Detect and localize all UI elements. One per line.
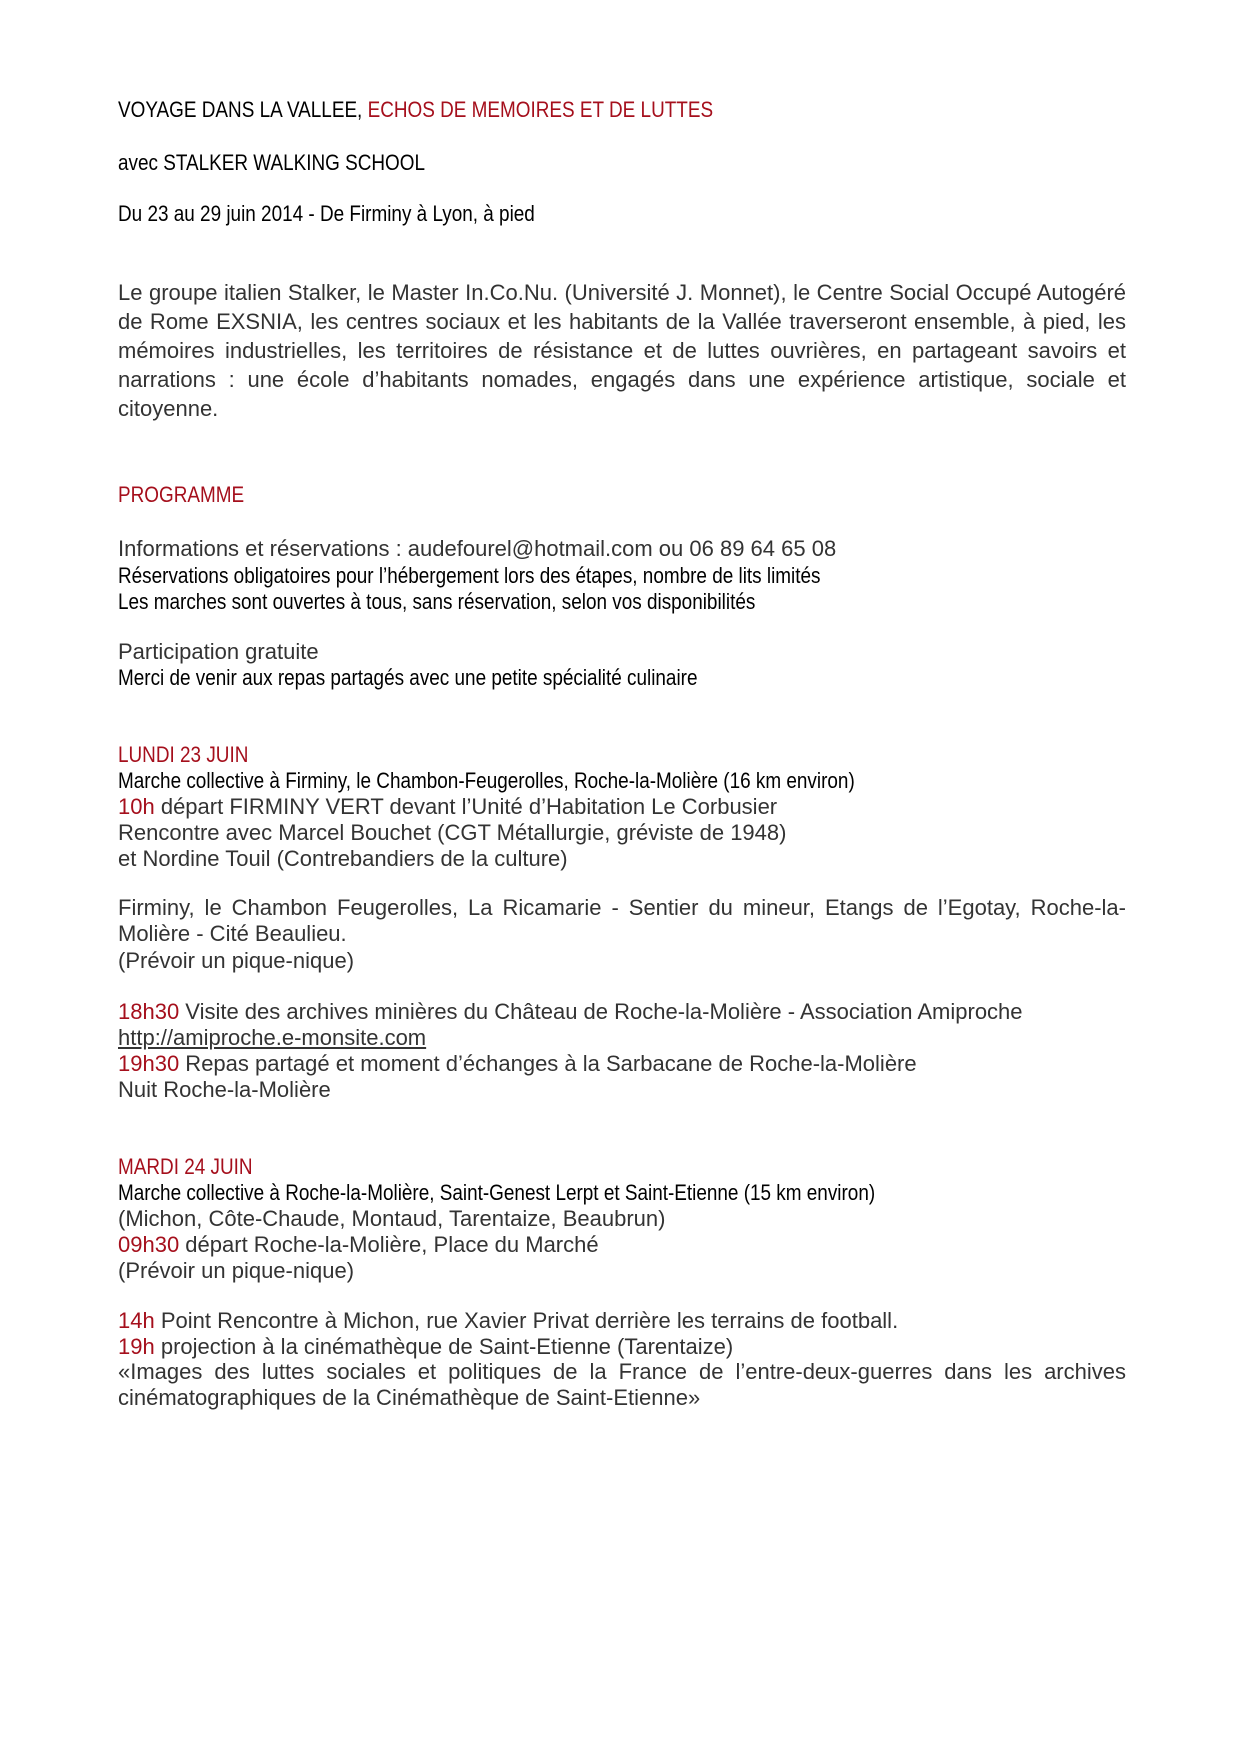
document-dates: Du 23 au 29 juin 2014 - De Firminy à Lyon, à pied bbox=[118, 201, 535, 226]
day1-departure: 10h départ FIRMINY VERT devant l’Unité d’Habitation Le Corbusier bbox=[118, 794, 778, 819]
document-subtitle: avec STALKER WALKING SCHOOL bbox=[118, 150, 426, 175]
meal-note: Merci de venir aux repas partagés avec une petite spécialité culinaire bbox=[118, 665, 698, 690]
day1-time-10h: 10h bbox=[118, 794, 155, 819]
day1-time-19h30: 19h30 bbox=[118, 1051, 180, 1076]
day2-time-14h: 14h bbox=[118, 1308, 155, 1333]
day1-time-18h30: 18h30 bbox=[118, 999, 180, 1024]
amiproche-link-line bbox=[118, 1024, 426, 1052]
day1-walk: Marche collective à Firminy, le Chambon-Feugerolles, Roche-la-Molière (16 km environ) bbox=[118, 768, 855, 793]
day1-meeting-1: Rencontre avec Marcel Bouchet (CGT Métallurgie, gréviste de 1948) bbox=[118, 820, 787, 845]
day1-route: Firminy, le Chambon Feugerolles, La Ricamarie - Sentier du mineur, Etangs de l’Egotay, Roche-la-Molière - Cité Beaulieu. bbox=[118, 895, 1126, 946]
day2-projection: 19h projection à la cinémathèque de Saint-Etienne (Tarentaize) bbox=[118, 1334, 734, 1359]
day2-walk: Marche collective à Roche-la-Molière, Saint-Genest Lerpt et Saint-Etienne (15 km environ) bbox=[118, 1180, 876, 1205]
day2-heading: MARDI 24 JUIN bbox=[118, 1154, 253, 1179]
day1-picnic: (Prévoir un pique-nique) bbox=[118, 948, 355, 973]
day2-picnic: (Prévoir un pique-nique) bbox=[118, 1258, 355, 1283]
walks-note: Les marches sont ouvertes à tous, sans réservation, selon vos disponibilités bbox=[118, 589, 756, 614]
day2-places: (Michon, Côte-Chaude, Montaud, Tarentaize, Beaubrun) bbox=[118, 1206, 666, 1231]
title-part-black: VOYAGE DANS LA VALLEE, bbox=[118, 97, 368, 122]
day1-meeting-2: et Nordine Touil (Contrebandiers de la culture) bbox=[118, 846, 568, 871]
day1-night: Nuit Roche-la-Molière bbox=[118, 1077, 331, 1102]
reservation-note: Réservations obligatoires pour l’hébergement lors des étapes, nombre de lits limités bbox=[118, 563, 821, 588]
day1-archives-visit: 18h30 Visite des archives minières du Château de Roche-la-Molière - Association Amiproche bbox=[118, 999, 1023, 1024]
participation-line: Participation gratuite bbox=[118, 639, 319, 664]
day2-departure: 09h30 départ Roche-la-Molière, Place du Marché bbox=[118, 1232, 599, 1257]
info-line: Informations et réservations : audefourel@hotmail.com ou 06 89 64 65 08 bbox=[118, 536, 837, 561]
intro-paragraph: Le groupe italien Stalker, le Master In.Co.Nu. (Université J. Monnet), le Centre Social Occupé Autogéré de Rome EXSNIA, les centres sociaux et les habitants de la Vallée traverseront ensemble, à pied, les mémoires industrielles, les territoires de résistance et de luttes ouvrières, en partageant savoirs et narrations : une école d’habitants nomades, engagés dans une expérience artistique, sociale et citoyenne. bbox=[118, 280, 1126, 421]
day1-dinner: 19h30 Repas partagé et moment d’échanges à la Sarbacane de Roche-la-Molière bbox=[118, 1051, 917, 1076]
document-title bbox=[118, 96, 713, 124]
day2-projection-title: «Images des luttes sociales et politiques de la France de l’entre-deux-guerres dans les archives cinématographiques de la Cinémathèque de Saint-Etienne» bbox=[118, 1359, 1126, 1410]
programme-heading: PROGRAMME bbox=[118, 482, 245, 507]
day2-meeting-point: 14h Point Rencontre à Michon, rue Xavier Privat derrière les terrains de football. bbox=[118, 1308, 899, 1333]
day1-heading: LUNDI 23 JUIN bbox=[118, 742, 249, 767]
title-part-red: ECHOS DE MEMOIRES ET DE LUTTES bbox=[367, 97, 714, 122]
day2-time-19h: 19h bbox=[118, 1334, 155, 1359]
amiproche-link[interactable]: http://amiproche.e-monsite.com bbox=[118, 1025, 427, 1050]
day2-time-09h30: 09h30 bbox=[118, 1232, 180, 1257]
